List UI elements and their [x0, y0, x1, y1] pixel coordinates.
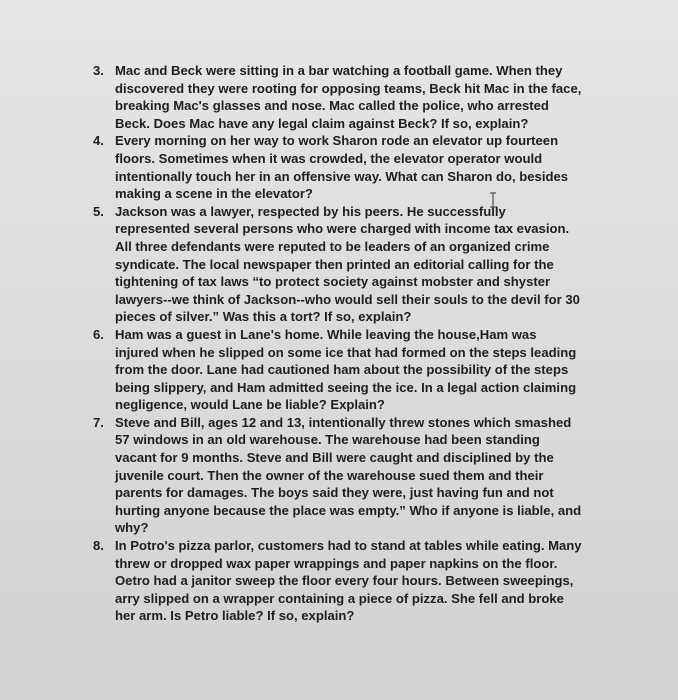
question-list: [93, 62, 613, 625]
question-number: 5.: [93, 203, 104, 219]
question-item: [93, 132, 613, 202]
question-number: 4.: [93, 133, 104, 149]
question-number: 3.: [93, 63, 104, 78]
question-item: [93, 414, 613, 537]
question-number: 6.: [93, 326, 104, 342]
question-number: 8.: [93, 538, 104, 554]
question-item: [93, 537, 613, 625]
question-text: In Potro's pizza parlor, customers had to stand at tables while eating. Many threw or dropped wax paper wrappings and paper napkins on the floor. Oetro had a janitor sweep the floor every four hours. Between sweepings, arry slipped on a wrapper containing a piece of pizza. She fell and broke her arm. Is Petro liable? If so, explain?: [115, 538, 582, 624]
question-number: 7.: [93, 414, 104, 430]
question-text: Ham was a guest in Lane's home. While leaving the house,Ham was injured when he slipped on some ice that had formed on the steps leading from the door. Lane had cautioned ham about the possibility of the steps being slippery, and Ham admitted seeing the ice. In a legal action claiming negligence, would Lane be liable? Explain?: [115, 326, 577, 413]
question-text: Steve and Bill, ages 12 and 13, intentionally threw stones which smashed 57 windows in an old warehouse. The warehouse had been standing vacant for 9 months. Steve and Bill were caught and disciplined by the juvenile court. Then the owner of the warehouse sued them and their parents for damages. The boys said they were, just having fun and not hurting anyone because the place was empty.” Who if anyone is liable, and why?: [115, 414, 582, 536]
question-text: Jackson was a lawyer, respected by his peers. He successfully represented several persons who were charged with income tax evasion. All three defendants were reputed to be leaders of an organized crime syndicate. The local newspaper then printed an editorial calling for the tightening of tax laws “to protect society against mobster and shyster lawyers--we think of Jackson--who would sell their souls to the devil for 30 pieces of silver.” Was this a tort? If so, explain?: [115, 203, 580, 325]
question-item: [93, 62, 613, 132]
question-text: Mac and Beck were sitting in a bar watching a football game. When they discovered they were rooting for opposing teams, Beck hit Mac in the face, breaking Mac's glasses and nose. Mac called the police, who arrested Beck. Does Mac have any legal claim against Beck? If so, explain?: [115, 63, 582, 131]
question-text: Every morning on her way to work Sharon rode an elevator up fourteen floors. Sometimes when it was crowded, the elevator operator would intentionally touch her in an offensive way. What can Sharon do, besides making a scene in the elevator?: [115, 133, 569, 202]
question-item: [93, 203, 613, 326]
question-item: [93, 326, 613, 414]
text-cursor-icon: [488, 192, 498, 208]
